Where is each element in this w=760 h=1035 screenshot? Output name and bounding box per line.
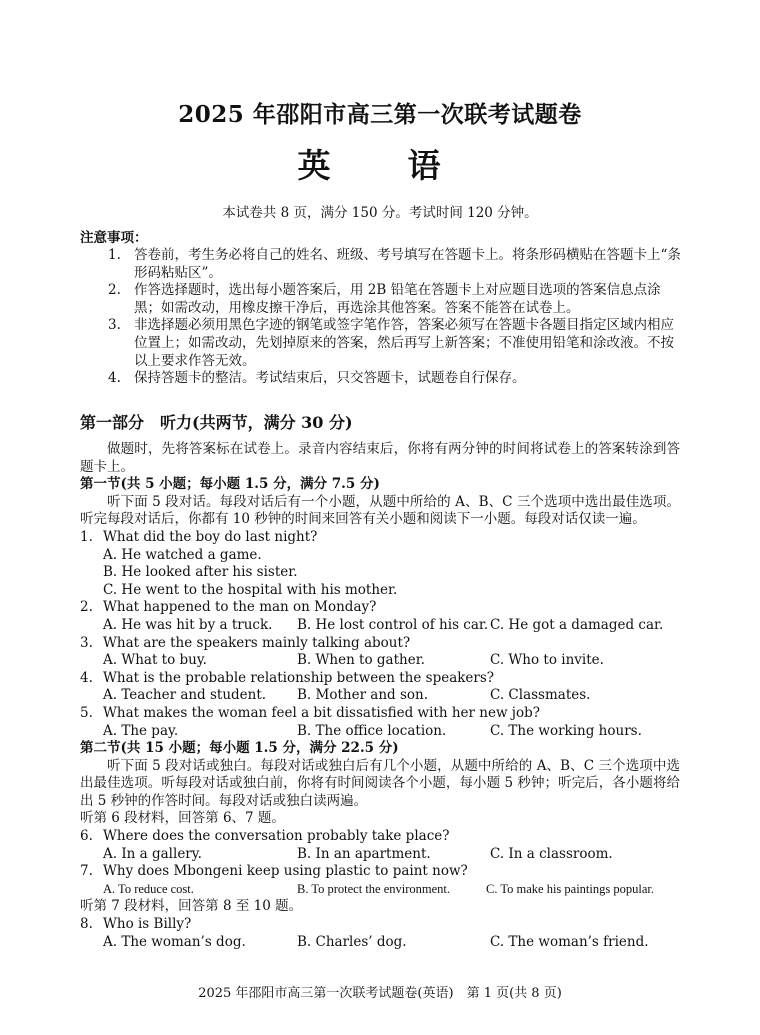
- option-1c: C. He went to the hospital with his mother.: [103, 581, 398, 598]
- question-5: 5. What makes the woman feel a bit dissatisfied with her new job?: [80, 704, 540, 721]
- option-7b: B. To protect the environment.: [297, 881, 451, 896]
- option-1a: A. He watched a game.: [103, 546, 262, 563]
- notice-list: [108, 247, 682, 388]
- option-8a: A. The woman’s dog.: [103, 933, 246, 950]
- options-3: [80, 652, 680, 670]
- option-8b: B. Charles’ dog.: [297, 933, 407, 950]
- option-8c: C. The woman’s friend.: [490, 933, 649, 950]
- listening-part: [80, 441, 680, 951]
- subject-title: 英 语: [297, 146, 463, 185]
- section1-heading: 第一节(共 5 小题；每小题 1.5 分，满分 7.5 分): [80, 476, 380, 493]
- part1-heading: 第一部分 听力(共两节，满分 30 分): [80, 413, 353, 432]
- option-1b: B. He looked after his sister.: [103, 564, 298, 581]
- notice-heading: 注意事项：: [80, 230, 148, 246]
- section2-heading: 第二节(共 15 小题；每小题 1.5 分，满分 22.5 分): [80, 740, 399, 757]
- option-4b: B. Mother and son.: [297, 687, 429, 704]
- option-5a: A. The pay.: [103, 722, 179, 739]
- notice-item: 2. 作答选择题时，选出每小题答案后，用 2B 铅笔在答题卡上对应题目选项的答案信息点涂黑；如需改动，用橡皮擦干净后，再选涂其他答案。答案不能答在试卷上。: [108, 282, 661, 316]
- option-2a: A. He was hit by a truck.: [103, 616, 273, 633]
- options-2: [80, 617, 680, 635]
- option-2c: C. He got a damaged car.: [490, 616, 664, 633]
- option-6c: C. In a classroom.: [490, 845, 613, 862]
- options-5: [80, 723, 680, 741]
- option-5c: C. The working hours.: [490, 722, 642, 739]
- options-4: [80, 687, 680, 705]
- option-4c: C. Classmates.: [490, 687, 591, 704]
- question-6: 6. Where does the conversation probably take place?: [80, 828, 450, 845]
- option-2b: B. He lost control of his car.: [297, 616, 489, 633]
- option-3c: C. Who to invite.: [490, 652, 604, 669]
- options-7: [80, 881, 680, 899]
- option-7c: C. To make his paintings popular.: [486, 881, 654, 896]
- section1-instructions: 听下面 5 段对话。每段对话后有一个小题，从题中所给的 A、B、C 三个选项中选出最佳选项。听完每段对话后，你都有 10 秒钟的时间来回答有关小题和阅读下一小题。每段对话仅读一遍。: [80, 493, 680, 528]
- question-8: 8. Who is Billy?: [80, 916, 192, 933]
- question-1: 1. What did the boy do last night?: [80, 528, 318, 545]
- page-footer: 2025 年邵阳市高三第一次联考试题卷(英语) 第 1 页(共 8 页): [198, 986, 562, 1001]
- option-6a: A. In a gallery.: [103, 845, 202, 862]
- options-8: [80, 934, 680, 952]
- section2-instructions: 听下面 5 段对话或独白。每段对话或独白后有几个小题，从题中所给的 A、B、C 三个选项中选出最佳选项。听每段对话或独白前，你将有时间阅读各个小题，每小题 5 秒钟；听完后，各小题将给出 5 秒钟的作答时间。每段对话或独白读两遍。: [80, 757, 680, 809]
- material-7-note: 听第 7 段材料，回答第 8 至 10 题。: [80, 898, 303, 915]
- part1-intro: 做题时，先将答案标在试卷上。录音内容结束后，你将有两分钟的时间将试卷上的答案转涂到答题卡上。: [80, 441, 680, 475]
- question-4: 4. What is the probable relationship between the speakers?: [80, 669, 495, 686]
- option-4a: A. Teacher and student.: [103, 687, 267, 704]
- notice-item: 3. 非选择题必须用黑色字迹的钢笔或签字笔作答，答案必须写在答题卡各题目指定区域内相应位置上；如需改动，先划掉原来的答案，然后再写上新答案；不准使用铅笔和涂改液。不按以上要求作答无效。: [108, 317, 674, 369]
- question-7: 7. Why does Mbongeni keep using plastic to paint now?: [80, 863, 468, 880]
- notice-item: 4. 保持答题卡的整洁。考试结束后，只交答题卡，试题卷自行保存。: [108, 370, 526, 387]
- option-5b: B. The office location.: [297, 722, 447, 739]
- material-6-note: 听第 6 段材料，回答第 6、7 题。: [80, 810, 285, 827]
- exam-title: 2025 年邵阳市高三第一次联考试题卷: [178, 101, 582, 128]
- question-2: 2. What happened to the man on Monday?: [80, 599, 377, 616]
- option-7a: A. To reduce cost.: [103, 881, 194, 896]
- option-3b: B. When to gather.: [297, 652, 425, 669]
- notice-item: 1. 答卷前，考生务必将自己的姓名、班级、考号填写在答题卡上。将条形码横贴在答题卡上“条形码粘贴区”。: [108, 247, 681, 281]
- exam-info: 本试卷共 8 页，满分 150 分。考试时间 120 分钟。: [222, 205, 538, 221]
- option-3a: A. What to buy.: [103, 652, 207, 669]
- question-3: 3. What are the speakers mainly talking about?: [80, 634, 411, 651]
- options-6: [80, 846, 680, 864]
- option-6b: B. In an apartment.: [297, 845, 431, 862]
